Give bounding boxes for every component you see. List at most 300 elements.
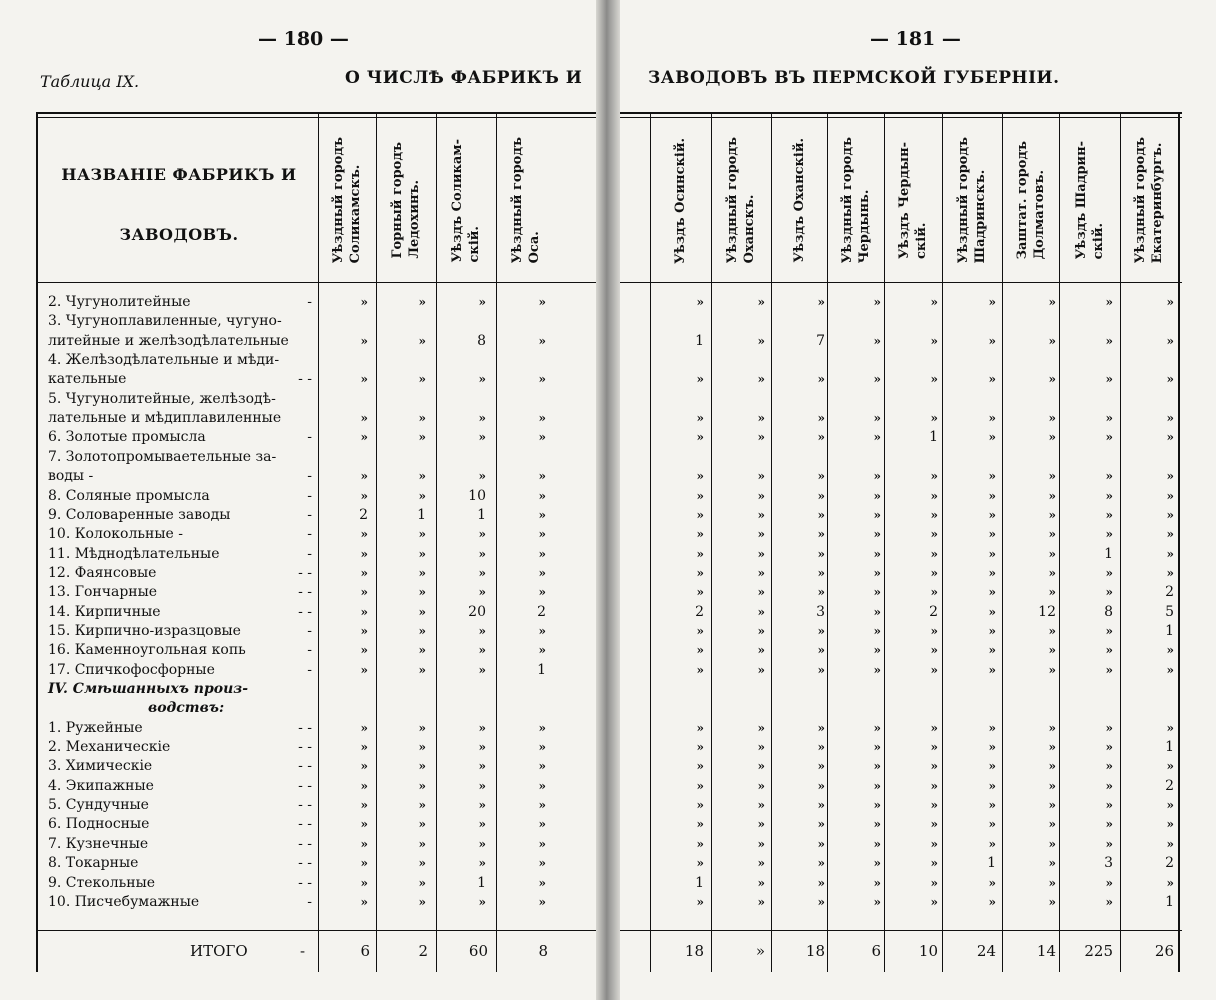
table-cell: »: [418, 333, 426, 348]
table-cell: »: [478, 430, 486, 445]
table-cell: »: [360, 720, 368, 735]
total-cell: 26: [1154, 942, 1174, 960]
table-cell: »: [538, 333, 546, 348]
table-cell: [1063, 447, 1113, 467]
row-label-text: воды -: [48, 468, 94, 485]
table-cell: »: [1048, 817, 1056, 832]
total-cell: 10: [918, 942, 938, 960]
table-cell: »: [1048, 565, 1056, 580]
table-cell: [715, 679, 765, 699]
table-cell: »: [817, 817, 825, 832]
column-header: [711, 118, 771, 283]
name-column-header: [44, 145, 314, 265]
table-cell: »: [817, 740, 825, 755]
table-cell: [318, 447, 368, 467]
table-cell: [436, 389, 486, 409]
table-cell: 8: [477, 332, 486, 349]
row-label-text: 2. Чугунолитейные: [48, 294, 191, 310]
table-cell: »: [538, 856, 546, 871]
row-label-dash: - -: [298, 835, 312, 852]
table-cell: »: [538, 836, 546, 851]
table-cell: »: [988, 759, 996, 774]
table-row-label: [48, 486, 318, 506]
table-cell: »: [360, 585, 368, 600]
row-label-text: 9. Соловаренные заводы: [48, 506, 231, 523]
table-row-label: [48, 756, 318, 776]
row-label-dash: -: [307, 526, 312, 543]
table-cell: »: [757, 527, 765, 542]
row-label-text: 7. Кузнечные: [48, 835, 149, 852]
table-cell: »: [873, 546, 881, 561]
table-cell: »: [478, 527, 486, 542]
table-row-label: [48, 447, 318, 467]
table-cell: »: [757, 295, 765, 309]
table-cell: »: [478, 295, 486, 309]
table-cell: »: [360, 875, 368, 890]
table-cell: »: [418, 527, 426, 542]
table-cell: »: [757, 662, 765, 677]
table-cell: 20: [468, 603, 486, 620]
table-cell: »: [1048, 856, 1056, 871]
table-cell: [831, 447, 881, 467]
table-cell: »: [696, 527, 704, 542]
table-cell: »: [1166, 720, 1174, 735]
table-cell: »: [538, 875, 546, 890]
table-cell: »: [817, 836, 825, 851]
table-cell: »: [757, 817, 765, 832]
table-label: Таблица IX.: [40, 72, 140, 91]
table-cell: 12: [1038, 603, 1056, 620]
row-label-text: 16. Каменноугольная копь: [48, 642, 246, 659]
table-cell: »: [360, 623, 368, 638]
total-top-rule: [36, 930, 604, 931]
left-page: [0, 0, 604, 1000]
table-cell: »: [873, 527, 881, 542]
table-cell: »: [988, 778, 996, 793]
table-cell: [1124, 447, 1174, 467]
row-label-dash: - -: [298, 874, 312, 891]
column-header-text: Заштат. городъ Долматовъ.: [1014, 141, 1047, 260]
table-cell: »: [418, 798, 426, 813]
table-cell: »: [873, 894, 881, 909]
table-cell: »: [478, 585, 486, 600]
table-cell: [376, 389, 426, 409]
table-cell: »: [538, 585, 546, 600]
table-cell: »: [360, 817, 368, 832]
table-cell: »: [696, 430, 704, 445]
table-cell: »: [817, 430, 825, 445]
table-cell: [318, 311, 368, 331]
table-cell: »: [1048, 662, 1056, 677]
page-number: — 180 —: [258, 28, 349, 50]
table-cell: »: [478, 759, 486, 774]
table-cell: »: [696, 469, 704, 484]
table-cell: »: [757, 798, 765, 813]
table-row-label: [48, 892, 318, 912]
table-cell: »: [696, 662, 704, 677]
table-cell: 1: [1165, 739, 1174, 756]
table-cell: »: [538, 507, 546, 522]
table-cell: »: [817, 372, 825, 387]
table-cell: »: [817, 469, 825, 484]
column-header: [884, 118, 942, 283]
table-cell: »: [418, 623, 426, 638]
table-cell: 2: [1165, 777, 1174, 794]
table-cell: »: [757, 875, 765, 890]
table-cell: »: [873, 643, 881, 658]
table-cell: »: [538, 817, 546, 832]
table-cell: »: [930, 720, 938, 735]
table-cell: »: [988, 430, 996, 445]
table-cell: [946, 679, 996, 699]
table-cell: »: [1105, 585, 1113, 600]
table-cell: [831, 679, 881, 699]
table-cell: »: [360, 894, 368, 909]
total-cell: 60: [468, 942, 488, 960]
table-cell: »: [696, 565, 704, 580]
table-cell: [376, 698, 426, 718]
table-row-label: [48, 814, 318, 834]
table-cell: »: [988, 372, 996, 387]
table-cell: »: [360, 643, 368, 658]
table-cell: [775, 311, 825, 331]
table-cell: »: [1048, 469, 1056, 484]
table-cell: »: [478, 372, 486, 387]
table-cell: »: [478, 643, 486, 658]
table-cell: »: [1166, 527, 1174, 542]
table-cell: »: [478, 894, 486, 909]
row-label-dash: -: [307, 487, 312, 504]
table-cell: »: [1166, 798, 1174, 813]
table-cell: »: [757, 836, 765, 851]
table-cell: »: [360, 488, 368, 503]
table-cell: [946, 311, 996, 331]
table-cell: »: [418, 759, 426, 774]
name-column-header-line: ЗАВОДОВЪ.: [119, 225, 239, 244]
total-top-rule: [612, 930, 1182, 931]
table-cell: »: [1166, 836, 1174, 851]
row-label-text: 9. Стекольные: [48, 874, 156, 891]
table-cell: »: [1105, 836, 1113, 851]
table-cell: »: [1105, 643, 1113, 658]
row-label-dash: -: [307, 506, 312, 523]
table-cell: [1124, 679, 1174, 699]
table-cell: »: [478, 836, 486, 851]
table-cell: »: [988, 643, 996, 658]
table-row-label: [48, 582, 318, 602]
table-cell: »: [988, 662, 996, 677]
table-cell: »: [757, 623, 765, 638]
table-cell: »: [696, 778, 704, 793]
total-cell: »: [755, 942, 765, 960]
row-label-text: 3. Чугуноплавиленные, чугуно-: [48, 313, 282, 330]
table-cell: »: [418, 469, 426, 484]
table-left-rule: [36, 112, 38, 972]
table-cell: »: [817, 411, 825, 426]
table-cell: »: [360, 604, 368, 619]
row-label-dash: - -: [298, 758, 312, 775]
table-row-label: [48, 795, 318, 815]
row-label-dash: - -: [298, 719, 312, 736]
table-cell: [1006, 389, 1056, 409]
table-cell: »: [1105, 817, 1113, 832]
row-label-text: 10. Писчебумажные: [48, 893, 200, 910]
table-cell: »: [1166, 875, 1174, 890]
table-cell: »: [696, 488, 704, 503]
table-cell: »: [930, 875, 938, 890]
table-cell: »: [930, 817, 938, 832]
table-cell: »: [817, 565, 825, 580]
table-cell: 2: [537, 603, 546, 620]
table-cell: »: [1048, 430, 1056, 445]
table-cell: [654, 698, 704, 718]
row-label-dash: - -: [298, 797, 312, 814]
table-cell: »: [418, 720, 426, 735]
table-cell: »: [538, 759, 546, 774]
table-cell: [831, 698, 881, 718]
table-cell: »: [930, 894, 938, 909]
table-cell: »: [360, 856, 368, 871]
table-cell: »: [988, 720, 996, 735]
table-cell: »: [418, 585, 426, 600]
table-cell: »: [360, 565, 368, 580]
table-cell: »: [1048, 759, 1056, 774]
table-cell: »: [478, 469, 486, 484]
table-cell: 1: [695, 874, 704, 891]
table-cell: »: [757, 720, 765, 735]
table-cell: »: [1166, 507, 1174, 522]
table-cell: »: [1166, 430, 1174, 445]
table-cell: »: [988, 894, 996, 909]
table-cell: [436, 447, 486, 467]
row-label-text: 7. Золотопромываетельные за-: [48, 448, 277, 465]
table-right-rule: [1178, 112, 1180, 972]
table-cell: [946, 447, 996, 467]
table-cell: »: [988, 333, 996, 348]
column-header-text: Уѣздный городъ Екатеринбургъ.: [1133, 137, 1165, 264]
row-label-dash: -: [307, 893, 312, 910]
table-cell: [775, 698, 825, 718]
table-cell: [1006, 311, 1056, 331]
total-cell: 6: [871, 942, 881, 960]
table-cell: »: [1105, 740, 1113, 755]
total-cell: 225: [1084, 942, 1113, 960]
table-cell: »: [817, 759, 825, 774]
table-cell: »: [873, 798, 881, 813]
table-cell: »: [930, 565, 938, 580]
table-cell: [496, 447, 546, 467]
table-cell: »: [873, 488, 881, 503]
table-cell: »: [1166, 817, 1174, 832]
page-header: ЗАВОДОВЪ ВЪ ПЕРМСКОЙ ГУБЕРНІИ.: [648, 68, 1060, 88]
table-cell: [1006, 447, 1056, 467]
table-cell: [1006, 350, 1056, 370]
name-column-header-line: НАЗВАНІЕ ФАБРИКЪ И: [61, 165, 297, 184]
total-cell: 18: [805, 942, 825, 960]
table-cell: »: [757, 469, 765, 484]
table-cell: »: [817, 856, 825, 871]
table-cell: »: [418, 488, 426, 503]
table-cell: »: [873, 295, 881, 309]
column-header: [496, 118, 556, 283]
table-cell: »: [478, 720, 486, 735]
table-cell: »: [988, 604, 996, 619]
table-cell: »: [538, 295, 546, 309]
table-cell: »: [360, 798, 368, 813]
table-cell: »: [930, 372, 938, 387]
table-cell: »: [696, 372, 704, 387]
table-cell: »: [873, 817, 881, 832]
table-cell: »: [930, 333, 938, 348]
table-cell: »: [1048, 778, 1056, 793]
row-label-text: 5. Сундучные: [48, 797, 149, 814]
table-cell: »: [988, 469, 996, 484]
table-cell: [654, 350, 704, 370]
table-row-label: [48, 350, 318, 370]
table-cell: »: [1048, 894, 1056, 909]
table-row-label: [48, 602, 318, 622]
table-cell: »: [817, 585, 825, 600]
row-label-dash: -: [307, 622, 312, 639]
table-cell: »: [538, 740, 546, 755]
table-cell: »: [988, 488, 996, 503]
column-header: [1059, 118, 1120, 283]
column-header-text: Уѣздный городъ Шадринскъ.: [956, 137, 988, 264]
table-cell: »: [1166, 546, 1174, 561]
table-cell: [496, 698, 546, 718]
table-cell: [715, 447, 765, 467]
column-header: [827, 118, 884, 283]
table-cell: [715, 698, 765, 718]
column-header-text: Уѣздный городъ Соликамскъ.: [331, 137, 363, 264]
table-cell: »: [418, 411, 426, 426]
table-row-label: [48, 389, 318, 409]
table-cell: »: [360, 411, 368, 426]
table-cell: »: [988, 836, 996, 851]
table-cell: »: [1048, 720, 1056, 735]
table-cell: [1124, 698, 1174, 718]
table-cell: [888, 447, 938, 467]
table-cell: »: [930, 295, 938, 309]
table-cell: [888, 698, 938, 718]
table-cell: »: [930, 507, 938, 522]
table-cell: »: [930, 759, 938, 774]
table-cell: »: [418, 662, 426, 677]
table-cell: »: [1048, 585, 1056, 600]
table-cell: 2: [1165, 584, 1174, 601]
column-header-text: Горный городъ Ледохинъ.: [390, 142, 422, 259]
table-cell: »: [873, 623, 881, 638]
table-cell: »: [1105, 295, 1113, 309]
table-cell: 1: [1104, 545, 1113, 562]
table-cell: 2: [359, 506, 368, 523]
table-cell: [715, 350, 765, 370]
table-cell: [376, 447, 426, 467]
table-cell: »: [757, 585, 765, 600]
column-header-text: Уѣздъ Оханскій.: [791, 138, 807, 263]
table-row-label: [48, 834, 318, 854]
table-cell: [376, 350, 426, 370]
table-cell: »: [538, 411, 546, 426]
table-cell: [1006, 698, 1056, 718]
table-cell: »: [930, 643, 938, 658]
table-cell: 3: [1104, 855, 1113, 872]
table-cell: »: [757, 778, 765, 793]
table-cell: »: [1048, 643, 1056, 658]
table-cell: »: [696, 507, 704, 522]
table-cell: [775, 447, 825, 467]
table-cell: [888, 679, 938, 699]
column-header: [1002, 118, 1059, 283]
table-cell: [436, 698, 486, 718]
table-cell: »: [873, 740, 881, 755]
table-cell: [654, 447, 704, 467]
table-cell: »: [360, 333, 368, 348]
table-row-label: [48, 679, 318, 699]
column-header-text: Уѣздный городъ Оханскъ.: [725, 137, 757, 264]
table-row-label: [48, 621, 318, 641]
table-cell: »: [1166, 411, 1174, 426]
table-cell: 2: [929, 603, 938, 620]
table-cell: »: [360, 740, 368, 755]
table-cell: »: [1105, 662, 1113, 677]
table-cell: »: [478, 856, 486, 871]
column-header: [436, 118, 496, 283]
table-cell: »: [817, 623, 825, 638]
table-cell: »: [538, 546, 546, 561]
table-cell: [715, 311, 765, 331]
table-cell: »: [757, 411, 765, 426]
table-cell: »: [817, 295, 825, 309]
table-cell: »: [1105, 488, 1113, 503]
table-cell: »: [873, 604, 881, 619]
table-cell: »: [757, 507, 765, 522]
row-label-text: водствъ:: [148, 700, 225, 717]
row-label-dash: - -: [298, 855, 312, 872]
table-cell: [1063, 698, 1113, 718]
table-cell: 7: [816, 332, 825, 349]
table-cell: »: [696, 585, 704, 600]
table-cell: 1: [929, 429, 938, 446]
table-cell: »: [360, 836, 368, 851]
table-cell: 2: [695, 603, 704, 620]
row-label-dash: - -: [298, 371, 312, 388]
table-cell: »: [538, 372, 546, 387]
table-cell: »: [538, 527, 546, 542]
row-label-text: 5. Чугунолитейные, желѣзодѣ-: [48, 390, 276, 407]
row-label-text: 17. Спичкофосфорные: [48, 661, 215, 678]
table-cell: [1124, 311, 1174, 331]
table-cell: 1: [477, 506, 486, 523]
table-cell: »: [1166, 295, 1174, 309]
table-cell: »: [817, 875, 825, 890]
row-label-text: 1. Ружейные: [48, 719, 143, 736]
table-cell: »: [1166, 759, 1174, 774]
table-cell: »: [538, 643, 546, 658]
table-cell: »: [930, 778, 938, 793]
total-dash: -: [300, 942, 306, 960]
table-row-label: [48, 331, 318, 351]
table-cell: 5: [1165, 603, 1174, 620]
page-header: О ЧИСЛѢ ФАБРИКЪ И: [345, 68, 583, 88]
table-cell: [318, 698, 368, 718]
table-row-label: [48, 544, 318, 564]
row-label-text: 6. Подносные: [48, 816, 150, 833]
table-cell: »: [360, 295, 368, 309]
table-cell: »: [988, 546, 996, 561]
table-cell: »: [817, 643, 825, 658]
table-row-label: [48, 466, 318, 486]
